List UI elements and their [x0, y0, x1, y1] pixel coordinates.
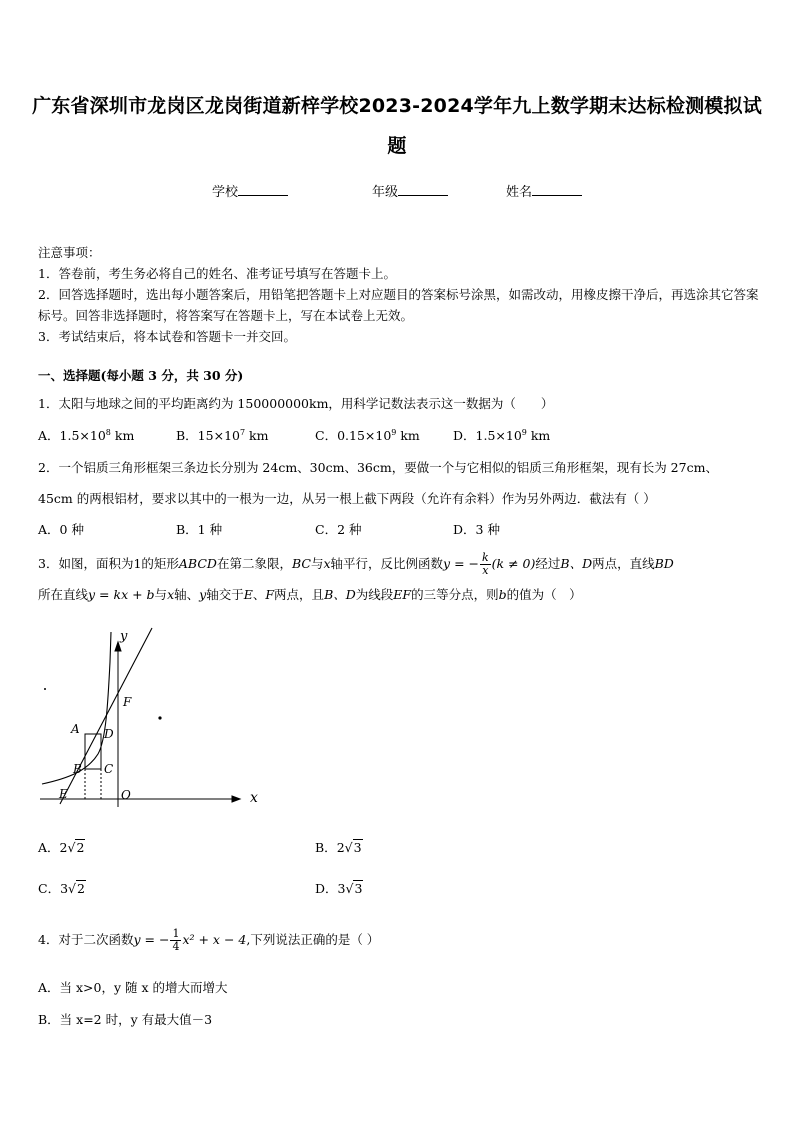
name-label: 姓名	[506, 185, 533, 200]
q1-option-a[interactable]: A．$1.5\times 10^8$ km	[38, 427, 135, 443]
q3-fraction: $\frac{k}{x}$	[482, 551, 489, 577]
school-blank[interactable]	[238, 183, 288, 196]
notes-heading: 注意事项：	[38, 245, 101, 260]
q2-line-1: 2．一个铝质三角形框架三条边长分别为 24cm、30cm、36cm，要做一个与它相似的铝质三角形框架，现有长为 27cm、	[38, 460, 718, 475]
label-b: B	[73, 762, 82, 776]
label-x: x	[250, 790, 258, 806]
name-field	[506, 181, 582, 200]
q4-option-a[interactable]: A．当 x>0，y 随 x 的增大而增大	[38, 980, 228, 995]
label-d: D	[104, 727, 114, 741]
notes-item-2: 2．回答选择题时，选出每小题答案后，用铅笔把答题卡上对应题目的答案标号涂黑，如需改动，用橡皮擦干净后，再选涂其它答案标号。回答非选择题时，将答案写在答题卡上，写在本试卷上无效。	[38, 287, 759, 323]
q4-fraction: $\frac{1}{4}$	[172, 927, 180, 953]
q4-option-b[interactable]: B．当 x=2 时，y 有最大值－3	[38, 1012, 213, 1027]
q3-option-c[interactable]: C．3√2	[38, 881, 85, 896]
label-c: C	[104, 762, 114, 776]
q2-option-a[interactable]: A．0 种	[38, 522, 84, 537]
q1-option-d[interactable]: D．$1.5\times 10^9$ km	[453, 427, 551, 443]
section-heading: 一、选择题(每小题 3 分，共 30 分)	[38, 368, 244, 383]
school-label: 学校	[212, 185, 239, 200]
q2-option-b[interactable]: B．1 种	[176, 522, 223, 537]
grade-blank[interactable]	[398, 183, 448, 196]
label-a: A	[71, 722, 80, 736]
q2-line-2: 45cm 的两根铝材，要求以其中的一根为一边，从另一根上截下两段（允许有余料）作为另外两边．截法有（ ）	[38, 491, 656, 506]
question-1: 1．太阳与地球之间的平均距离约为 150000000km，用科学记数法表示这一数据为（ ）	[38, 396, 554, 411]
label-f: F	[123, 695, 132, 709]
q2-option-c[interactable]: C．2 种	[315, 522, 362, 537]
name-blank[interactable]	[532, 183, 582, 196]
grade-field	[372, 181, 448, 200]
question-3	[38, 548, 760, 610]
q3-line-1: 3．如图，面积为1的矩形ABCD在第二象限，BC与x轴平行，反比例函数y = − $\frac{k}{x}$ (k ≠ 0)经过B、D两点，直线BD	[38, 551, 674, 577]
school-field	[212, 181, 288, 200]
notes-item-1: 1．答卷前，考生务必将自己的姓名、准考证号填写在答题卡上。	[38, 266, 396, 281]
label-e: E	[59, 787, 68, 801]
grade-label: 年级	[372, 185, 399, 200]
q3-option-d[interactable]: D．3√3	[315, 881, 363, 896]
title-line-2: 题	[387, 135, 407, 157]
q3-option-a[interactable]: A．2√2	[38, 840, 85, 855]
q1-option-c[interactable]: C．$0.15\times 10^9$ km	[315, 427, 420, 443]
q1-option-b[interactable]: B．$15\times 10^7$ km	[176, 427, 269, 443]
notes-block	[38, 242, 760, 347]
x-axis-arrow	[232, 796, 240, 802]
q3-line-2: 所在直线y = kx + b与x轴、y轴交于E、F两点，且B、D为线段EF的三等分点，则b的值为（ ）	[38, 587, 582, 602]
question-4: 4．对于二次函数y = − $\frac{1}{4}$ x² + x − 4,下列说法正确的是（ ）	[38, 927, 380, 953]
label-y: y	[120, 629, 128, 644]
exam-title	[30, 86, 764, 166]
title-line-1: 广东省深圳市龙岗区龙岗街道新梓学校2023-2024学年九上数学期末达标检测模拟试	[32, 95, 762, 117]
q3-figure	[30, 622, 270, 810]
notes-item-3: 3．考试结束后，将本试卷和答题卡一并交回。	[38, 329, 296, 344]
question-2	[38, 452, 760, 514]
q3-option-b[interactable]: B．2√3	[315, 840, 362, 855]
stray-dot-center	[158, 716, 161, 719]
stray-dot-left	[44, 688, 46, 690]
q2-option-d[interactable]: D．3 种	[453, 522, 500, 537]
label-o: O	[121, 788, 131, 802]
